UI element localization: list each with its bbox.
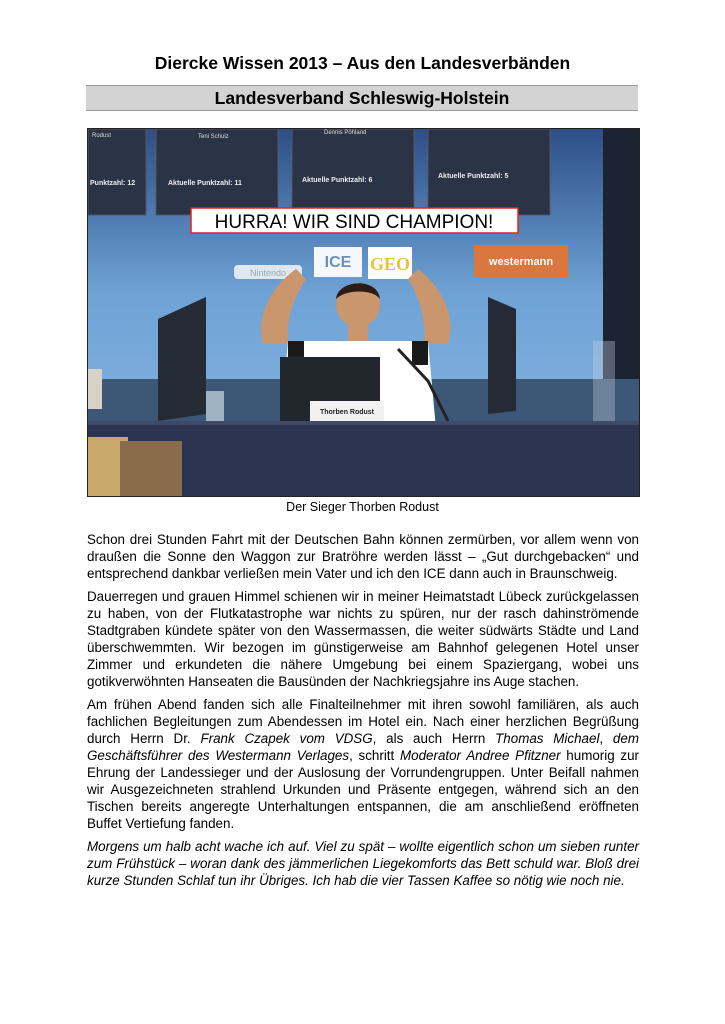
text-run-italic: dem Geschäftsführer des Westermann Verlages xyxy=(87,731,639,763)
paragraph-italic: Morgens um halb acht wache ich auf. Viel zu spät – wollte eigentlich schon um sieben runter zum Frühstück – woran dank des jämmerlichen Liegekomforts das Bett schuld war. Bloß drei kurze Stunden Schlaf tun ihr Übriges. Ich hab die vier Tassen Kaffee so nötig wie noch nie. xyxy=(87,839,639,888)
text-run: , xyxy=(599,731,613,746)
panel-score: Aktuelle Punktzahl: 11 xyxy=(168,180,242,187)
text-run: , als auch Herrn xyxy=(372,731,496,746)
text-run-italic: Frank Czapek vom VDSG xyxy=(200,731,373,746)
overlay-headline: HURRA! WIR SIND CHAMPION! xyxy=(214,212,494,233)
panel-name: Teni Schulz xyxy=(198,134,229,140)
paragraph xyxy=(87,696,639,832)
winner-photo xyxy=(87,128,640,497)
photo-caption: Der Sieger Thorben Rodust xyxy=(286,500,439,514)
geo-logo: GEO xyxy=(369,254,411,274)
score-panel xyxy=(88,129,146,215)
text-run: humorig zur Ehrung der Landessieger und der Auslosung der Vorrundengruppen. Unter Beifall nahmen wir Ausgezeichneten strahlend Urkunden und Präsente entgegen, während sich an den Tischen bereits angeregte Unterhaltungen entspannen, die am anschließend eröffneten Buffet Vertiefung fanden. xyxy=(87,748,640,831)
westermann-logo: westermann xyxy=(488,256,554,268)
panel-name: Dennis Pöhland xyxy=(324,130,367,136)
text-run: , schritt xyxy=(349,748,400,763)
nameplate: Thorben Rodust xyxy=(319,409,375,416)
article-body xyxy=(87,531,639,895)
text-run-italic: Moderator Andree Pfitzner xyxy=(399,748,561,763)
text-run: Am frühen Abend fanden sich alle Finalteilnehmer mit ihren sowohl familiären, als auch fachlichen Begleitungen zum Abendessen im Hotel ein. Nach einer herzlichen Begrüßung durch Herrn Dr. xyxy=(87,697,639,746)
page-title: Diercke Wissen 2013 – Aus den Landesverbänden xyxy=(154,53,571,73)
panel-score: Punktzahl: 12 xyxy=(90,180,136,187)
panel-score: Aktuelle Punktzahl: 5 xyxy=(438,173,509,180)
score-panel xyxy=(428,129,550,215)
panel-score: Aktuelle Punktzahl: 6 xyxy=(302,177,373,184)
ice-logo: ICE xyxy=(324,254,352,271)
nintendo-logo: Nintendo xyxy=(249,268,287,278)
paragraph: Schon drei Stunden Fahrt mit der Deutschen Bahn können zermürben, vor allem wenn von draußen die Sonne den Waggon zur Bratröhre werden lässt – „Gut durchgebacken“ und entsprechend dankbar verließen mein Vater und ich den ICE dann auch in Braunschweig. xyxy=(87,532,639,581)
score-panel xyxy=(292,129,414,215)
text-run-italic: Thomas Michael xyxy=(495,731,600,746)
score-panel xyxy=(156,129,278,215)
section-heading: Landesverband Schleswig-Holstein xyxy=(86,85,638,111)
paragraph: Dauerregen und grauen Himmel schienen wir in meiner Heimatstadt Lübeck zurückgelassen zu haben, von der Flutkatastrophe war nichts zu spüren, nur der rasch dahinströmende Stadtgraben kündete später von den Wassermassen, die weiter südwärts Städte und Land überschwemmten. Wir bezogen im günstigerweise am Bahnhof gelegenen Hotel unser Zimmer und erkundeten die nähere Umgebung bei einem Spaziergang, wobei uns gotikverwöhnten Hanseaten die Bausünden der Nachkriegsjahre ins Auge stachen. xyxy=(87,589,639,689)
panel-name: Rodust xyxy=(92,133,112,139)
